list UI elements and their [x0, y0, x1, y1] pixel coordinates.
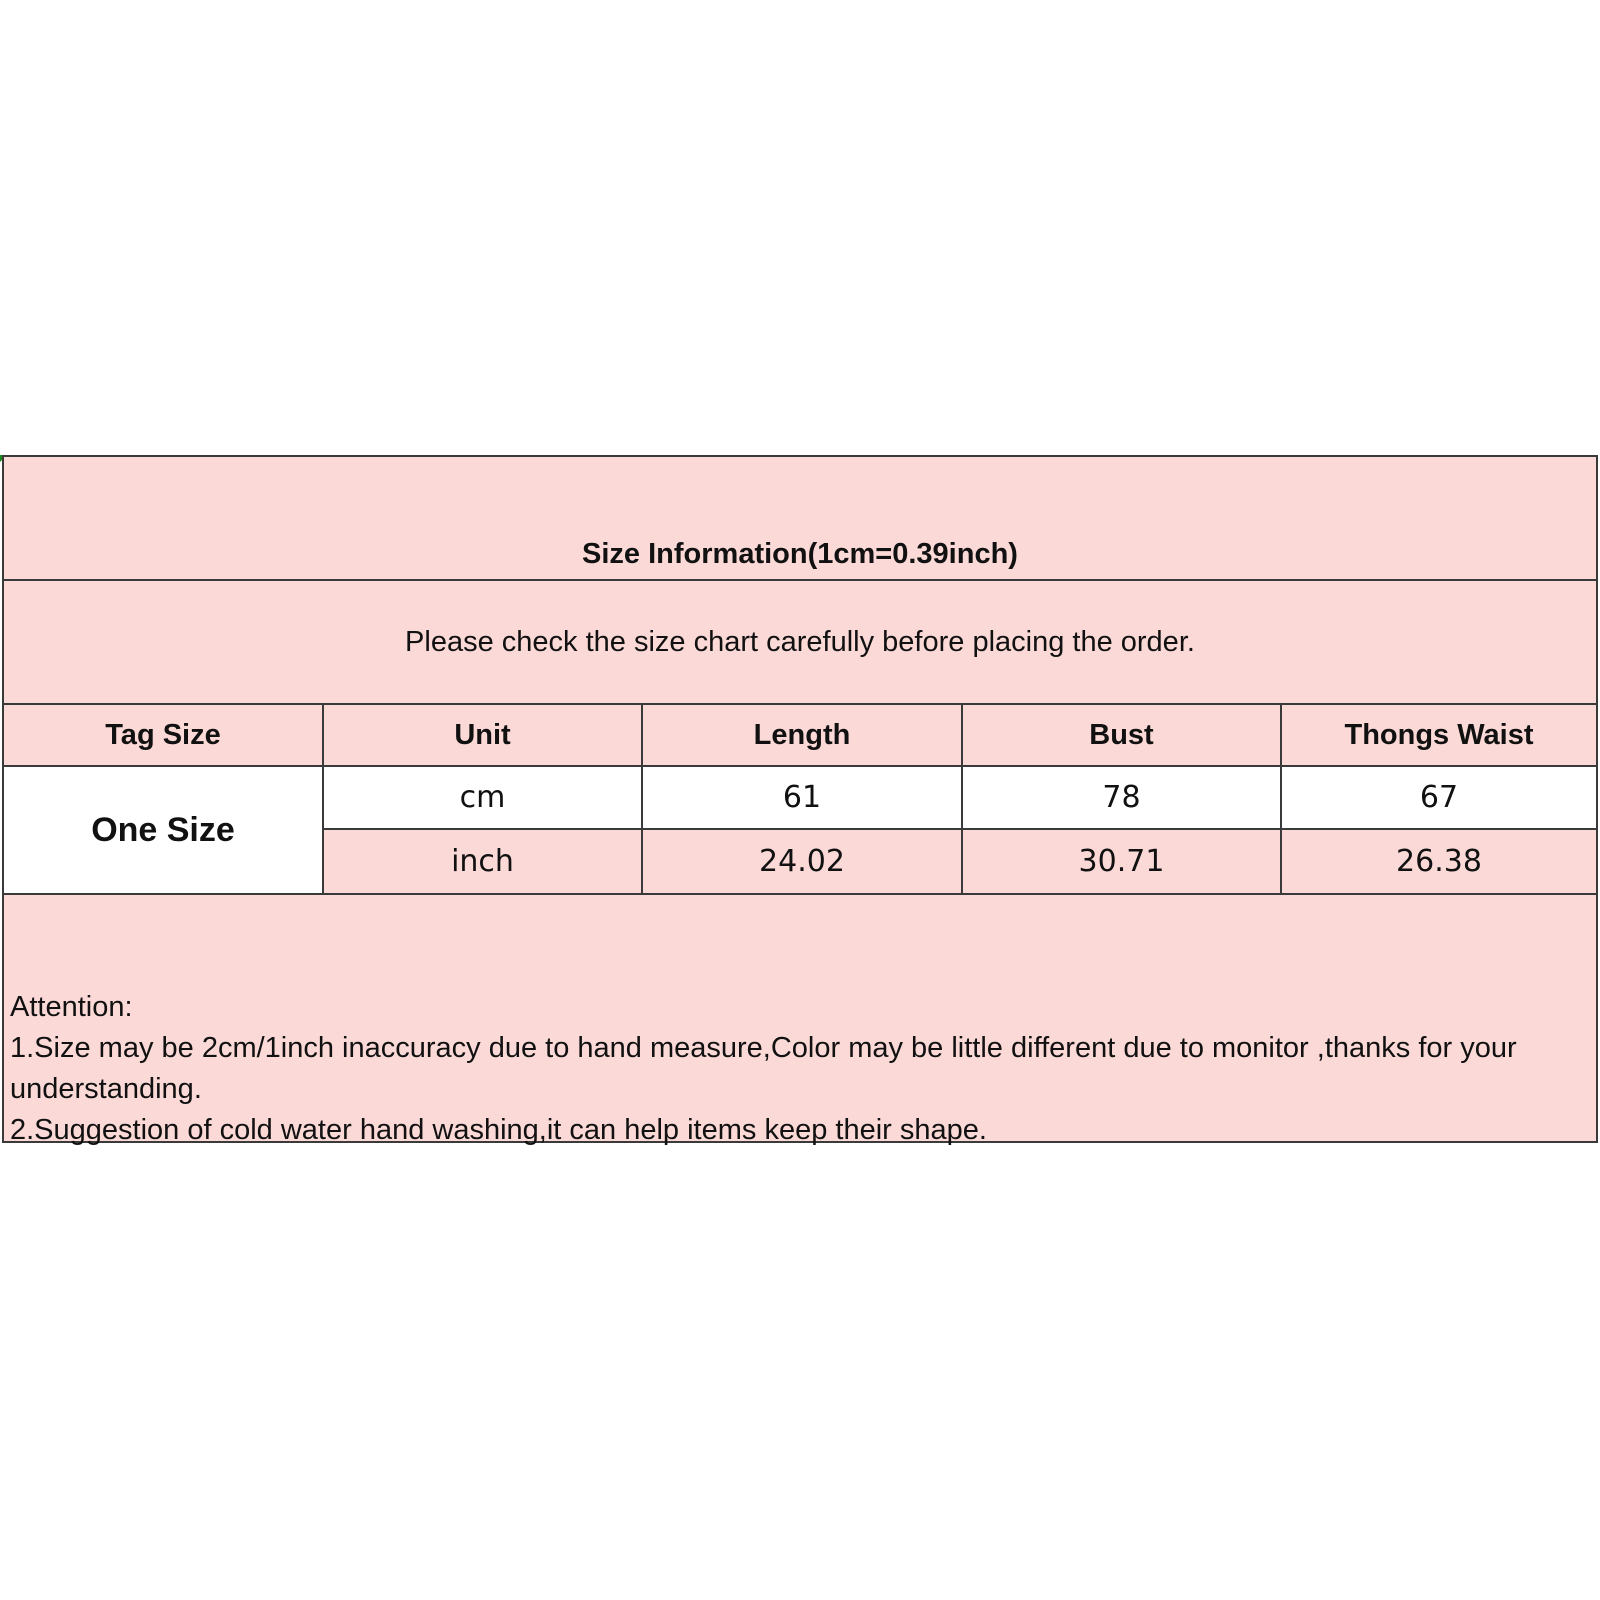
notice-row — [4, 581, 1596, 705]
size-grid — [4, 705, 1596, 895]
unit-inch-cell: inch — [324, 830, 643, 893]
bust-cm-cell: 78 — [963, 767, 1282, 830]
title-row — [4, 457, 1596, 581]
bust-inch-cell: 30.71 — [963, 830, 1282, 893]
length-cm-cell: 61 — [643, 767, 963, 830]
table-title: Size Information(1cm=0.39inch) — [582, 538, 1018, 570]
attention-notes — [4, 895, 1596, 1146]
order-notice-text: Please check the size chart carefully before placing the order. — [405, 625, 1195, 658]
header-length: Length — [643, 705, 963, 767]
header-unit: Unit — [324, 705, 643, 767]
header-bust: Bust — [963, 705, 1282, 767]
unit-cm-cell: cm — [324, 767, 643, 830]
waist-cm-cell: 67 — [1282, 767, 1596, 830]
header-thongs-waist: Thongs Waist — [1282, 705, 1596, 767]
waist-inch-cell: 26.38 — [1282, 830, 1596, 893]
header-tag-size: Tag Size — [4, 705, 324, 767]
attention-note-2: 2.Suggestion of cold water hand washing,it can help items keep their shape. — [10, 1114, 987, 1146]
length-inch-cell: 24.02 — [643, 830, 963, 893]
tag-size-cell: One Size — [4, 767, 324, 893]
attention-heading: Attention: — [10, 991, 133, 1023]
size-information-table — [2, 455, 1598, 1146]
attention-note-1: 1.Size may be 2cm/1inch inaccuracy due to hand measure,Color may be little different due to monitor ,thanks for your understanding. — [10, 1032, 1517, 1105]
